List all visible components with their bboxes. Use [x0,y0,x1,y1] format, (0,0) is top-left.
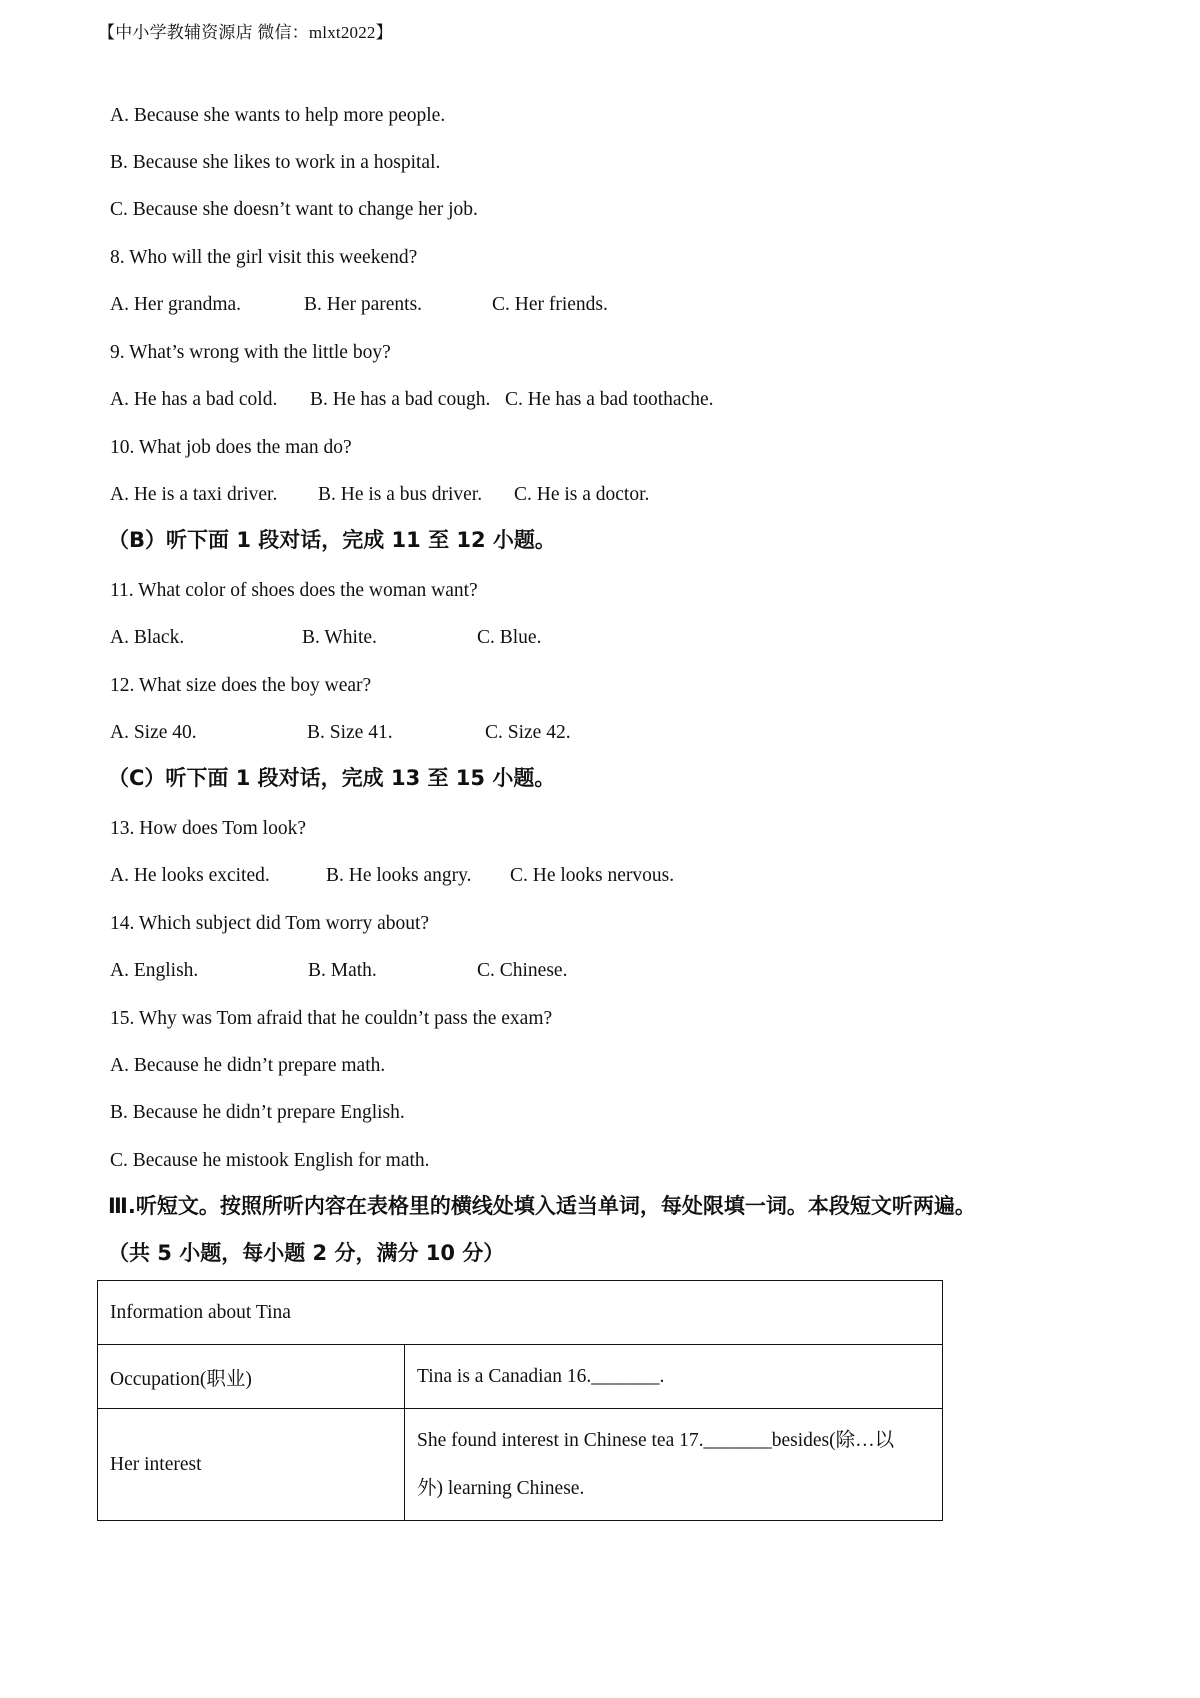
q15-question: 15. Why was Tom afraid that he couldn’t pass the exam? [110,1008,553,1029]
tina-info-table [97,1280,943,1521]
table-row-label: Occupation(职业) [98,1345,405,1409]
q8-option-c: C. Her friends. [492,294,608,315]
part3-scoring: （共 5 小题，每小题 2 分，满分 10 分） [108,1241,505,1265]
table-row-content [405,1409,943,1521]
q14-option-c: C. Chinese. [477,960,568,981]
q13-option-b: B. He looks angry. [326,865,472,886]
q8-option-b: B. Her parents. [304,294,423,315]
q7-option-a: A. Because she wants to help more people. [110,105,446,126]
q12-option-a: A. Size 40. [110,722,197,743]
q11-question: 11. What color of shoes does the woman want? [110,580,478,601]
table-row [98,1345,943,1409]
q11-option-a: A. Black. [110,627,185,648]
q15-option-b: B. Because he didn’t prepare English. [110,1102,405,1123]
table-row [98,1409,943,1521]
q12-option-b: B. Size 41. [307,722,393,743]
q9-option-b: B. He has a bad cough. [310,389,491,410]
part3-instruction: Ⅲ.听短文。按照所听内容在表格里的横线处填入适当单词，每处限填一词。本段短文听两遍。 [108,1194,976,1218]
q11-option-c: C. Blue. [477,627,542,648]
q14-question: 14. Which subject did Tom worry about? [110,913,430,934]
q10-option-c: C. He is a doctor. [514,484,650,505]
q10-question: 10. What job does the man do? [110,437,352,458]
q15-option-a: A. Because he didn’t prepare math. [110,1055,386,1076]
q7-option-c: C. Because she doesn’t want to change her job. [110,199,478,220]
q10-option-b: B. He is a bus driver. [318,484,483,505]
q13-option-c: C. He looks nervous. [510,865,675,886]
q15-option-c: C. Because he mistook English for math. [110,1150,430,1171]
q9-option-c: C. He has a bad toothache. [505,389,714,410]
table-cell-line: 外) learning Chinese. [417,1477,585,1499]
q9-option-a: A. He has a bad cold. [110,389,278,410]
q12-option-c: C. Size 42. [485,722,571,743]
table-title: Information about Tina [98,1281,943,1345]
table-row-content: Tina is a Canadian 16._______. [405,1345,943,1409]
q14-option-a: A. English. [110,960,199,981]
q13-option-a: A. He looks excited. [110,865,270,886]
q8-option-a: A. Her grandma. [110,294,242,315]
q14-option-b: B. Math. [308,960,377,981]
table-row-label: Her interest [98,1409,405,1521]
table-cell-line: She found interest in Chinese tea 17._______besides(除…以 [417,1429,895,1451]
table-title-row [98,1281,943,1345]
q13-question: 13. How does Tom look? [110,818,306,839]
q9-question: 9. What’s wrong with the little boy? [110,342,391,363]
watermark-header: 【中小学教辅资源店 微信：mlxt2022】 [98,23,393,42]
q7-option-b: B. Because she likes to work in a hospital. [110,152,441,173]
section-b-heading: （B）听下面 1 段对话，完成 11 至 12 小题。 [108,528,556,552]
q8-question: 8. Who will the girl visit this weekend? [110,247,418,268]
section-c-heading: （C）听下面 1 段对话，完成 13 至 15 小题。 [108,766,556,790]
q12-question: 12. What size does the boy wear? [110,675,372,696]
q10-option-a: A. He is a taxi driver. [110,484,278,505]
q11-option-b: B. White. [302,627,377,648]
